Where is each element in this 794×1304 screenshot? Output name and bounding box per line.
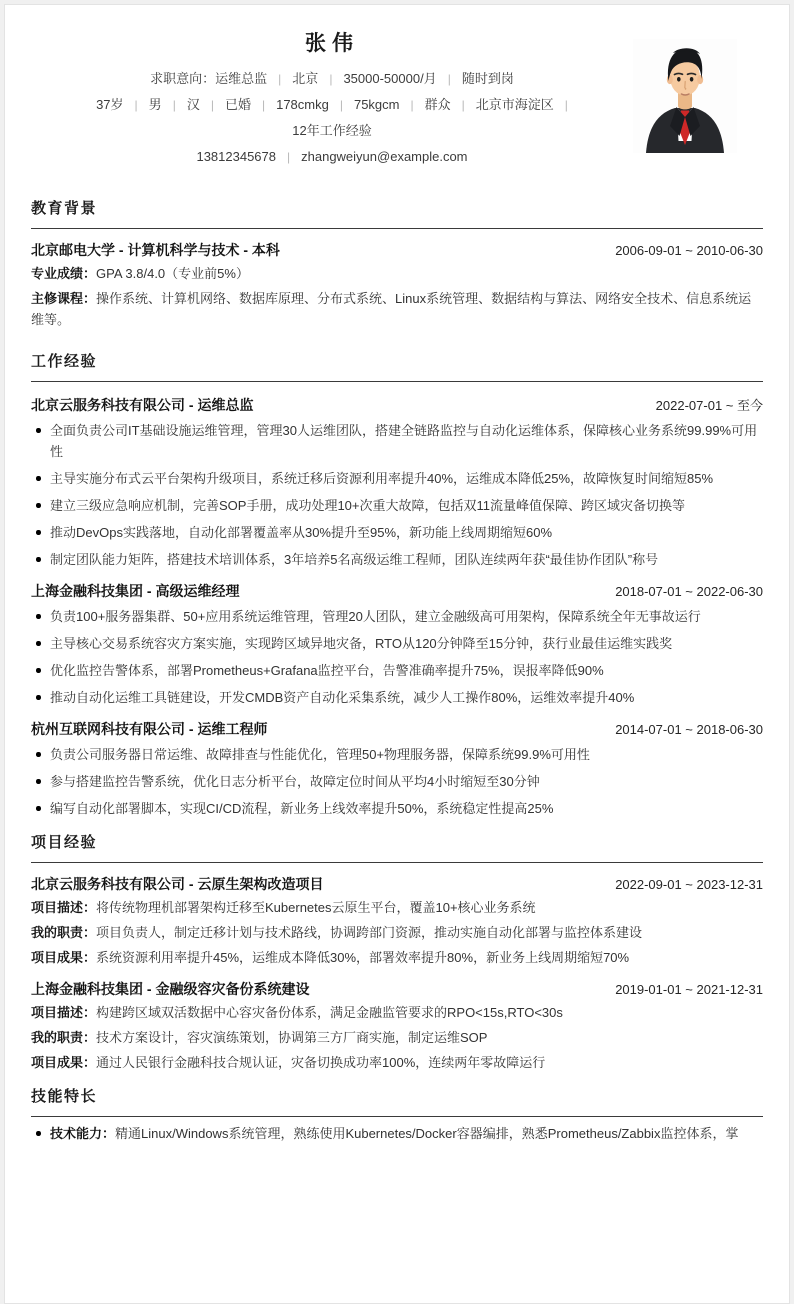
basic-info-row bbox=[31, 97, 633, 113]
school-degree: 北京邮电大学 - 计算机科学与技术 - 本科 bbox=[31, 242, 280, 258]
detail-text: 构建跨区域双活数据中心容灾备份体系，满足金融监管要求的RPO<15s,RTO<30s bbox=[96, 1005, 563, 1020]
project-dates: 2022-09-01 ~ 2023-12-31 bbox=[615, 877, 763, 892]
job-bullets bbox=[31, 420, 763, 570]
info-segment: 12年工作经验 bbox=[292, 123, 372, 138]
company-position: 北京云服务科技有限公司 - 运维总监 bbox=[31, 397, 254, 413]
bullet-item: 主导核心交易系统容灾方案实施，实现跨区域异地灾备，RTO从120分钟降至15分钟，获行业最佳运维实践奖 bbox=[31, 633, 763, 654]
job-entry bbox=[31, 583, 763, 708]
section-heading: 工作经验 bbox=[31, 352, 763, 382]
project-title: 北京云服务科技有限公司 - 云原生架构改造项目 bbox=[31, 876, 324, 892]
info-segment: | 男 bbox=[124, 97, 162, 113]
detail-text: 通过人民银行金融科技合规认证，灾备切换成功率100%，连续两年零故障运行 bbox=[96, 1055, 546, 1070]
detail-text: GPA 3.8/4.0（专业前5%） bbox=[96, 266, 249, 281]
company-position: 上海金融科技集团 - 高级运维经理 bbox=[31, 583, 240, 599]
job-dates: 2014-07-01 ~ 2018-06-30 bbox=[615, 722, 763, 737]
detail-row bbox=[31, 288, 763, 330]
info-segment: | 35000-50000/月 bbox=[318, 71, 436, 87]
bullet-item: 推动自动化运维工具链建设，开发CMDB资产自动化采集系统，减少人工操作80%，运维效率提升40% bbox=[31, 687, 763, 708]
bullet-item: 编写自动化部署脚本，实现CI/CD流程，新业务上线效率提升50%，系统稳定性提高25% bbox=[31, 798, 763, 819]
section-projects bbox=[31, 833, 763, 1073]
company-position: 杭州互联网科技有限公司 - 运维工程师 bbox=[31, 721, 268, 737]
info-segment: | 北京 bbox=[267, 71, 318, 87]
job-dates: 2022-07-01 ~ 至今 bbox=[655, 398, 763, 413]
bullet-item: 优化监控告警体系，部署Prometheus+Grafana监控平台，告警准确率提升75%，误报率降低90% bbox=[31, 660, 763, 681]
bullet-item bbox=[31, 1123, 763, 1144]
detail-row bbox=[31, 1027, 763, 1048]
detail-label: 我的职责： bbox=[31, 1030, 97, 1045]
entry-head bbox=[31, 721, 763, 738]
project-details bbox=[31, 897, 763, 968]
info-segment: | 随时到岗 bbox=[437, 71, 514, 87]
bullet-item: 负责100+服务器集群、50+应用系统运维管理，管理20人团队，建立金融级高可用架构，保障系统全年无事故运行 bbox=[31, 606, 763, 627]
job-intent-row bbox=[31, 71, 633, 87]
detail-row bbox=[31, 1052, 763, 1073]
entry-head bbox=[31, 981, 763, 998]
info-segment: | 75kgcm bbox=[329, 97, 400, 113]
detail-row bbox=[31, 947, 763, 968]
candidate-name: 张伟 bbox=[305, 32, 359, 55]
detail-row bbox=[31, 922, 763, 943]
detail-text: 系统资源利用率提升45%，运维成本降低30%，部署效率提升80%，新业务上线周期缩短70% bbox=[96, 950, 630, 965]
bullet-item: 推动DevOps实践落地，自动化部署覆盖率从30%提升至95%，新功能上线周期缩短60% bbox=[31, 522, 763, 543]
entry-head bbox=[31, 395, 763, 414]
detail-label: 项目成果： bbox=[31, 950, 97, 965]
entry-head bbox=[31, 583, 763, 600]
detail-label: 我的职责： bbox=[31, 925, 97, 940]
bullet-item: 全面负责公司IT基础设施运维管理，管理30人运维团队，搭建全链路监控与自动化运维体系，保障核心业务系统99.99%可用性 bbox=[31, 420, 763, 462]
info-segment: | 北京市海淀区 | bbox=[451, 97, 568, 113]
section-heading: 项目经验 bbox=[31, 833, 763, 863]
section-heading: 技能特长 bbox=[31, 1087, 763, 1117]
education-dates: 2006-09-01 ~ 2010-06-30 bbox=[615, 243, 763, 258]
job-entry bbox=[31, 721, 763, 819]
resume-header bbox=[31, 29, 763, 165]
bullet-item: 建立三级应急响应机制，完善SOP手册，成功处理10+次重大故障，包括双11流量峰值保障、跨区域灾备切换等 bbox=[31, 495, 763, 516]
bullet-item: 制定团队能力矩阵，搭建技术培训体系，3年培养5名高级运维工程师，团队连续两年获“最佳协作团队”称号 bbox=[31, 549, 763, 570]
project-entry bbox=[31, 876, 763, 968]
entry-head bbox=[31, 876, 763, 893]
project-dates: 2019-01-01 ~ 2021-12-31 bbox=[615, 982, 763, 997]
detail-label: 主修课程： bbox=[31, 291, 97, 306]
header-text-block bbox=[31, 29, 633, 165]
contact-segment: 13812345678 bbox=[196, 149, 276, 164]
job-bullets bbox=[31, 606, 763, 708]
detail-row bbox=[31, 263, 763, 284]
detail-text: 精通Linux/Windows系统管理，熟练使用Kubernetes/Docker容器编排，熟悉Prometheus/Zabbix监控体系，掌 bbox=[115, 1126, 739, 1141]
entry-head bbox=[31, 242, 763, 259]
info-segment: | 178cmkg bbox=[251, 97, 329, 113]
project-title: 上海金融科技集团 - 金融级容灾备份系统建设 bbox=[31, 981, 310, 997]
contact-row bbox=[31, 149, 633, 165]
detail-label: 项目描述： bbox=[31, 900, 97, 915]
bullet-item: 负责公司服务器日常运维、故障排查与性能优化，管理50+物理服务器，保障系统99.9%可用性 bbox=[31, 744, 763, 765]
education-entry bbox=[31, 242, 763, 330]
detail-text: 技术方案设计，容灾演练策划，协调第三方厂商实施，制定运维SOP bbox=[96, 1030, 488, 1045]
detail-text: 操作系统、计算机网络、数据库原理、分布式系统、Linux系统管理、数据结构与算法、网络安全技术、信息系统运维等。 bbox=[31, 291, 752, 327]
detail-label: 技术能力： bbox=[50, 1126, 116, 1141]
section-skills bbox=[31, 1087, 763, 1144]
detail-row bbox=[31, 897, 763, 918]
section-work bbox=[31, 352, 763, 819]
info-segment: | 汉 bbox=[162, 97, 200, 113]
info-segment: | 群众 bbox=[400, 97, 451, 113]
detail-label: 专业成绩： bbox=[31, 266, 97, 281]
detail-text: 项目负责人，制定迁移计划与技术路线，协调跨部门资源，推动实施自动化部署与监控体系建设 bbox=[96, 925, 643, 940]
detail-row bbox=[31, 1002, 763, 1023]
bullet-item: 参与搭建监控告警系统，优化日志分析平台，故障定位时间从平均4小时缩短至30分钟 bbox=[31, 771, 763, 792]
section-heading: 教育背景 bbox=[31, 199, 763, 229]
bullet-item: 主导实施分布式云平台架构升级项目，系统迁移后资源利用率提升40%，运维成本降低25%，故障恢复时间缩短85% bbox=[31, 468, 763, 489]
job-bullets bbox=[31, 744, 763, 819]
job-entry bbox=[31, 395, 763, 570]
job-dates: 2018-07-01 ~ 2022-06-30 bbox=[615, 584, 763, 599]
info-segment: | 已婚 bbox=[200, 97, 251, 113]
detail-text: 将传统物理机部署架构迁移至Kubernetes云原生平台，覆盖10+核心业务系统 bbox=[96, 900, 536, 915]
detail-label: 项目描述： bbox=[31, 1005, 97, 1020]
skill-bullets bbox=[31, 1123, 763, 1144]
profile-photo bbox=[633, 39, 737, 153]
education-details bbox=[31, 263, 763, 330]
info-segment: 求职意向：运维总监 bbox=[150, 71, 268, 86]
project-details bbox=[31, 1002, 763, 1073]
experience-row bbox=[31, 123, 633, 139]
detail-label: 项目成果： bbox=[31, 1055, 97, 1070]
resume-page bbox=[4, 4, 790, 1304]
man-portrait-illustration bbox=[633, 39, 737, 153]
section-education bbox=[31, 199, 763, 330]
project-entry bbox=[31, 981, 763, 1073]
contact-segment: | zhangweiyun@example.com bbox=[276, 149, 468, 165]
info-segment: 37岁 bbox=[96, 97, 124, 112]
